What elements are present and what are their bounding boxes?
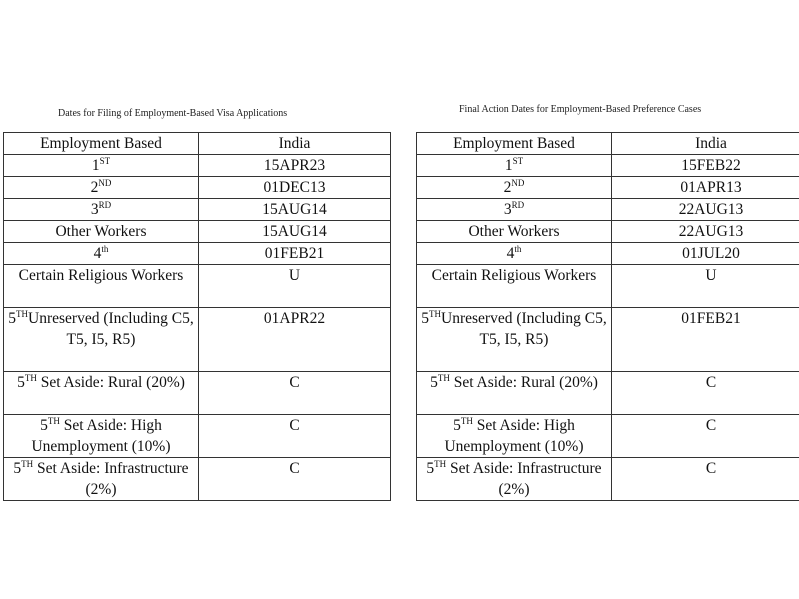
category-cell: Other Workers <box>4 221 199 243</box>
date-cell: 01DEC13 <box>199 177 391 199</box>
category-cell: Certain Religious Workers <box>417 265 612 308</box>
category-cell: 2ND <box>417 177 612 199</box>
date-cell: C <box>612 415 799 458</box>
table-row <box>4 265 391 308</box>
category-cell: 5TH Set Aside: Rural (20%) <box>417 372 612 415</box>
left-table-caption: Dates for Filing of Employment-Based Visa Applications <box>58 108 288 119</box>
table-row <box>417 415 799 458</box>
date-cell: C <box>612 458 799 501</box>
date-cell: 01JUL20 <box>612 243 799 265</box>
date-cell: 22AUG13 <box>612 199 799 221</box>
table-row <box>417 221 799 243</box>
header-category: Employment Based <box>4 133 199 155</box>
category-cell: 4th <box>417 243 612 265</box>
table-row <box>4 199 391 221</box>
category-cell: 5TH Set Aside: High Unemployment (10%) <box>4 415 199 458</box>
table-row <box>4 177 391 199</box>
header-country: India <box>612 133 799 155</box>
date-cell: U <box>199 265 391 308</box>
table-row <box>4 415 391 458</box>
table-row <box>4 458 391 501</box>
table-row <box>417 308 799 372</box>
category-cell: 5TH Set Aside: Infrastructure (2%) <box>417 458 612 501</box>
date-cell: C <box>199 372 391 415</box>
date-cell: 01FEB21 <box>199 243 391 265</box>
category-cell: 1ST <box>417 155 612 177</box>
table-row <box>4 372 391 415</box>
right-table-caption: Final Action Dates for Employment-Based Preference Cases <box>459 104 702 115</box>
table-row <box>417 372 799 415</box>
category-cell: 5TH Set Aside: Infrastructure (2%) <box>4 458 199 501</box>
category-cell: Certain Religious Workers <box>4 265 199 308</box>
date-cell: 15AUG14 <box>199 199 391 221</box>
date-cell: C <box>199 458 391 501</box>
category-cell: 2ND <box>4 177 199 199</box>
table-header-row <box>4 133 391 155</box>
table-row <box>4 243 391 265</box>
category-cell: Other Workers <box>417 221 612 243</box>
header-category: Employment Based <box>417 133 612 155</box>
category-cell: 4th <box>4 243 199 265</box>
final-action-dates-table <box>416 132 799 501</box>
category-cell: 5THUnreserved (Including C5, T5, I5, R5) <box>417 308 612 372</box>
date-cell: 01APR13 <box>612 177 799 199</box>
category-cell: 5THUnreserved (Including C5, T5, I5, R5) <box>4 308 199 372</box>
table-row <box>4 308 391 372</box>
table-row <box>417 265 799 308</box>
dates-for-filing-table <box>3 132 391 501</box>
table-header-row <box>417 133 799 155</box>
date-cell: C <box>612 372 799 415</box>
table-row <box>417 155 799 177</box>
date-cell: 15APR23 <box>199 155 391 177</box>
date-cell: 01FEB21 <box>612 308 799 372</box>
category-cell: 1ST <box>4 155 199 177</box>
category-cell: 5TH Set Aside: Rural (20%) <box>4 372 199 415</box>
table-row <box>4 221 391 243</box>
category-cell: 5TH Set Aside: High Unemployment (10%) <box>417 415 612 458</box>
category-cell: 3RD <box>4 199 199 221</box>
table-row <box>417 177 799 199</box>
date-cell: 15FEB22 <box>612 155 799 177</box>
date-cell: C <box>199 415 391 458</box>
category-cell: 3RD <box>417 199 612 221</box>
date-cell: 22AUG13 <box>612 221 799 243</box>
table-row <box>417 199 799 221</box>
header-country: India <box>199 133 391 155</box>
date-cell: 01APR22 <box>199 308 391 372</box>
date-cell: 15AUG14 <box>199 221 391 243</box>
table-row <box>417 243 799 265</box>
table-row <box>417 458 799 501</box>
table-row <box>4 155 391 177</box>
date-cell: U <box>612 265 799 308</box>
